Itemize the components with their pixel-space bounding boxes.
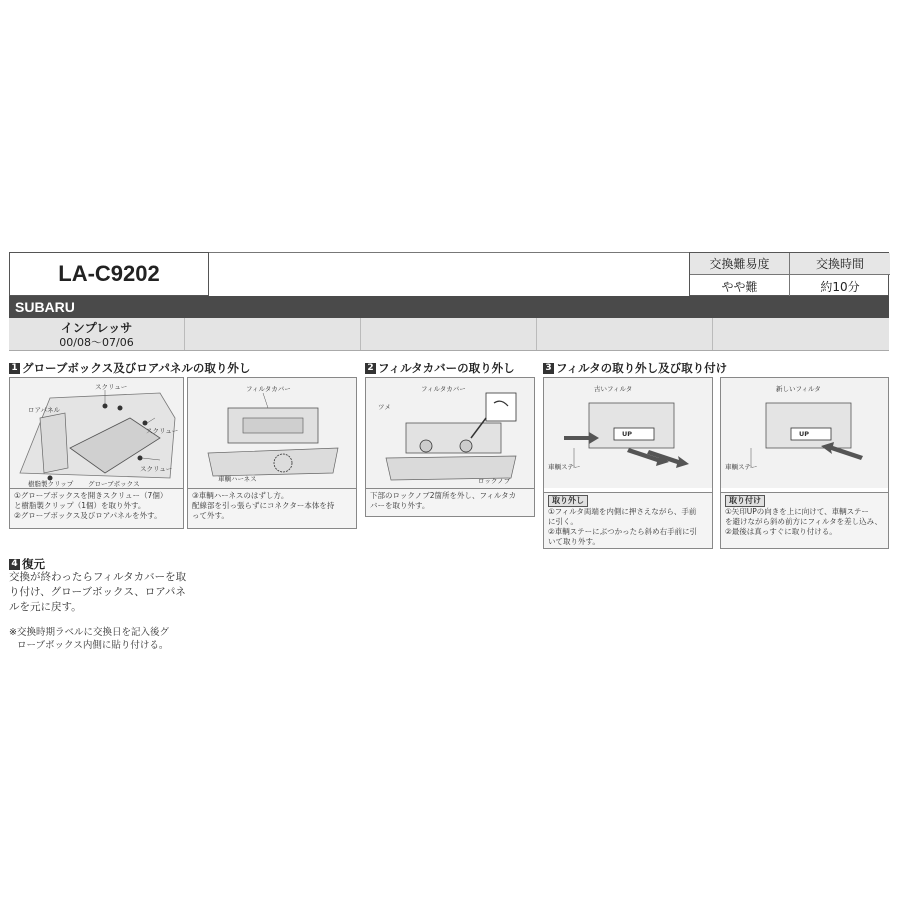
step2-title: フィルタカバーの取り外し [378,361,515,375]
fig-label: グローブボックス [88,480,140,488]
step3-caption1 [544,492,712,548]
step4-title: 復元 [22,557,45,571]
caption-line: ②最後は真っすぐに取り付ける。 [725,527,837,536]
step3-heading [543,360,727,376]
time-value: 約10分 [820,279,860,294]
fig-label: ツメ [378,403,391,411]
caption-line: ①フィルタ両端を内側に押さえながら、手前 [548,507,697,516]
step2-figure [365,377,535,517]
step3-figure2 [720,377,889,549]
time-label: 交換時間 [790,253,890,275]
difficulty-value: やや難 [690,275,790,297]
up-label: UP [799,430,810,438]
step3-number: 3 [543,363,554,374]
step2-number: 2 [365,363,376,374]
step4-text [9,570,209,615]
install-tag: 取り付け [725,495,765,507]
vehicle-row [9,318,889,351]
caption-line: 配線部を引っ張らずにコネクター本体を持 [192,501,335,510]
caption-line: ②車輌ステーにぶつかったら斜め右手前に引 [548,527,698,536]
step3-title: フィルタの取り外し及び取り付け [556,361,728,375]
text-line: 交換が終わったらフィルタカバーを取 [9,571,187,583]
fig-label: 車輌ハーネス [218,475,257,483]
label-note [9,626,209,652]
vehicle-cell-empty [361,318,537,350]
up-label: UP [622,430,633,438]
step1-title: グローブボックス及びロアパネルの取り外し [22,361,251,375]
note-line: ※交換時期ラベルに交換日を記入後グ [9,627,169,638]
caption-line: に引く。 [548,517,578,526]
header-divider [209,252,689,253]
step1-figure1 [9,377,184,529]
caption-line: ③車輌ハーネスのはずし方。 [192,491,289,500]
step2-caption [366,488,534,516]
caption-line: いて取り外す。 [548,537,600,546]
caption-line: と樹脂製クリップ（1個）を取り外す。 [14,501,146,510]
fig-label: 古いフィルタ [594,385,633,393]
caption-line: って外す。 [192,511,229,520]
fig-label: スクリュー [140,465,173,473]
step1-heading [9,360,250,376]
fig-label: 新しいフィルタ [776,385,821,393]
caption-line: バーを取り外す。 [370,501,430,510]
difficulty-label: 交換難易度 [690,253,790,275]
vehicle-cell [9,318,185,350]
fig-label: ロアパネル [28,406,60,414]
fig-label: フィルタカバー [246,385,291,393]
step3-figure1 [543,377,713,549]
maker-bar [9,296,889,318]
fig-label: 車輌ステー [548,463,581,471]
text-line: り付け、グローブボックス、ロアパネ [9,586,186,598]
step1-figure2 [187,377,357,529]
model-code-box [9,252,209,296]
fig-label: スクリュー [146,427,179,435]
vehicle-years: 00/08〜07/06 [59,336,134,349]
model-code: LA-C9202 [58,261,160,286]
note-line: ローブボックス内側に貼り付ける。 [17,640,169,651]
vehicle-name: インプレッサ [60,321,133,335]
vehicle-cell-empty [713,318,889,350]
step1-caption2 [188,488,356,528]
step3-caption2 [721,492,888,548]
step4-number: 4 [9,559,20,570]
caption-line: 下部のロックノブ2箇所を外し、フィルタカ [370,491,517,500]
fig-label: 車輌ステー [725,463,758,471]
fig-label: 樹脂製クリップ [28,480,74,488]
step1-number: 1 [9,363,20,374]
maker-name: SUBARU [15,299,75,315]
fig-label: フィルタカバー [421,385,466,393]
vehicle-cell-empty [537,318,713,350]
fig-label: ロックノブ [478,477,511,485]
step1-caption1 [10,488,183,528]
vehicle-cell-empty [185,318,361,350]
fig-label: スクリュー [95,383,128,391]
text-line: ルを元に戻す。 [9,601,82,613]
removal-tag: 取り外し [548,495,588,507]
difficulty-table [689,252,889,296]
caption-line: ①矢印UPの向きを上に向けて、車輌ステー [725,507,869,516]
caption-line: を避けながら斜め前方にフィルタを差し込み、 [725,517,883,526]
harness-illustration [188,378,356,488]
filter-cover-illustration [366,378,534,488]
caption-line: ①グローブボックスを開きスクリュー（7個） [14,491,168,500]
caption-line: ②グローブボックス及びロアパネルを外す。 [14,511,162,520]
step2-heading [365,360,515,376]
